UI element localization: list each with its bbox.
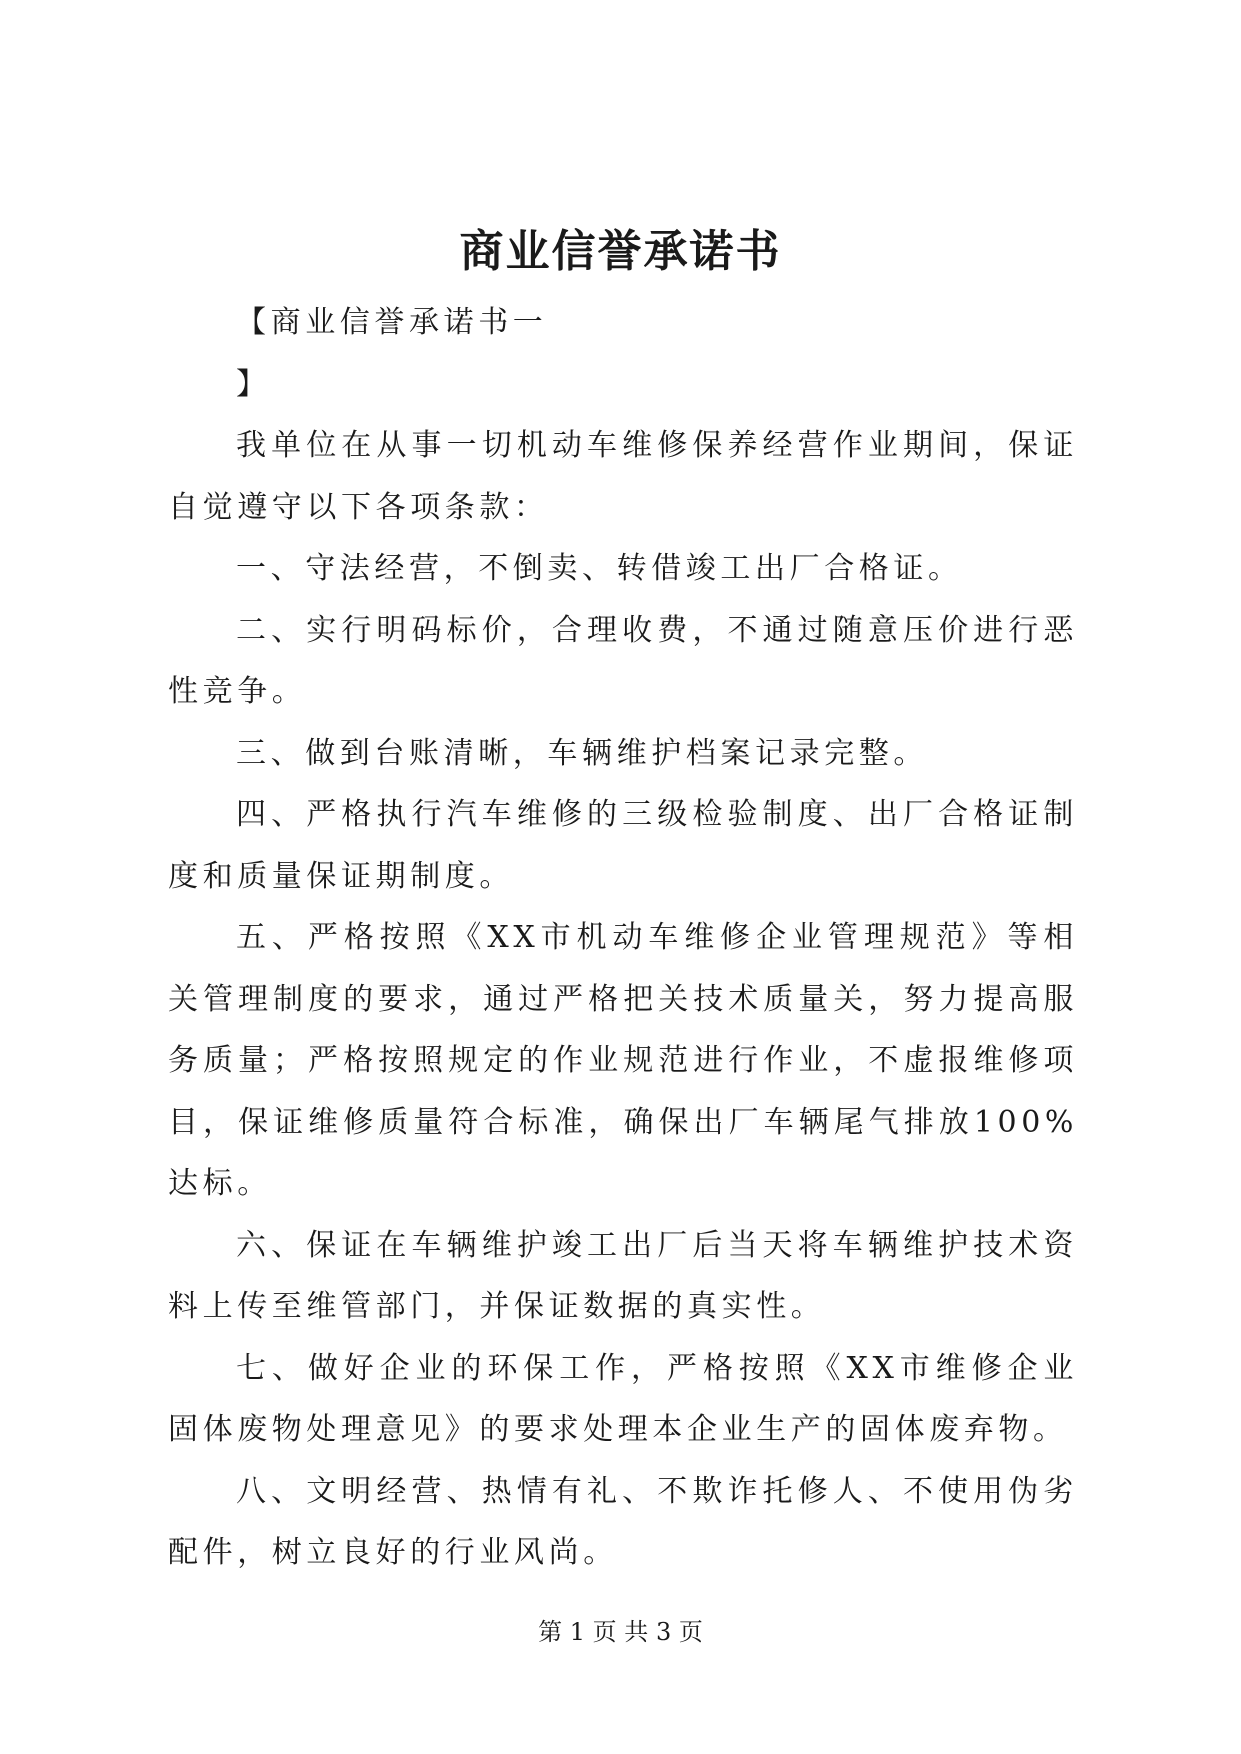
paragraph-item-7: 七、做好企业的环保工作，严格按照《XX市维修企业固体废物处理意见》的要求处理本企业生产的固体废弃物。: [168, 1350, 1078, 1447]
section-heading-open: 【商业信誉承诺书一: [236, 305, 548, 340]
section-heading-close: 】: [236, 366, 271, 402]
paragraph-item-6: 六、保证在车辆维护竣工出厂后当天将车辆维护技术资料上传至维管部门，并保证数据的真实性。: [168, 1227, 1078, 1324]
paragraph-item-5: 五、严格按照《XX市机动车维修企业管理规范》等相关管理制度的要求，通过严格把关技术质量关，努力提高服务质量；严格按照规定的作业规范进行作业，不虚报维修项目，保证维修质量符合标准，确保出厂车辆尾气排放100%达标。: [168, 920, 1078, 1201]
paragraph-item-3: 三、做到台账清晰，车辆维护档案记录完整。: [236, 735, 928, 771]
paragraph-item-8: 八、文明经营、热情有礼、不欺诈托修人、不使用伪劣配件，树立良好的行业风尚。: [168, 1473, 1078, 1570]
document-title: 商业信誉承诺书: [459, 226, 782, 277]
page-number-footer: 第 1 页 共 3 页: [538, 1618, 703, 1646]
paragraph-item-4: 四、严格执行汽车维修的三级检验制度、出厂合格证制度和质量保证期制度。: [168, 797, 1078, 894]
paragraph-intro: 我单位在从事一切机动车维修保养经营作业期间，保证自觉遵守以下各项条款：: [168, 428, 1078, 525]
paragraph-item-1: 一、守法经营，不倒卖、转借竣工出厂合格证。: [236, 551, 963, 586]
paragraph-item-2: 二、实行明码标价，合理收费，不通过随意压价进行恶性竞争。: [168, 612, 1078, 709]
document-body: [168, 292, 1078, 1584]
